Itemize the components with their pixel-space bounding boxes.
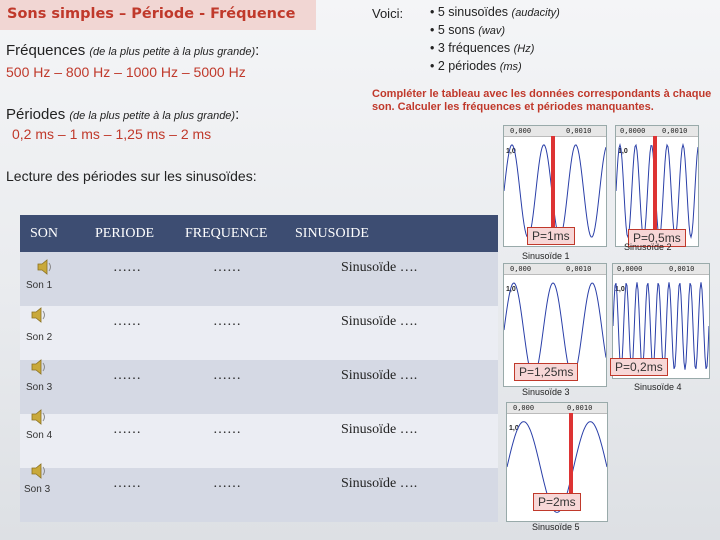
speaker-icon[interactable] xyxy=(36,258,54,276)
son-label: Son 3 xyxy=(24,484,51,495)
periods-colon: : xyxy=(235,106,240,123)
header-frequence: FREQUENCE xyxy=(175,215,285,252)
periods-note: (de la plus petite à la plus grande) xyxy=(69,110,236,122)
cell-periode[interactable]: …… xyxy=(113,476,141,492)
period-label-4: P=0,2ms xyxy=(610,358,668,376)
speaker-icon[interactable] xyxy=(30,462,48,480)
lecture-heading: Lecture des périodes sur les sinusoïdes: xyxy=(6,168,257,184)
speaker-icon[interactable] xyxy=(30,408,48,426)
son-label: Son 4 xyxy=(26,430,53,441)
son-label: Son 2 xyxy=(26,332,53,343)
frequencies-label: Fréquences xyxy=(6,42,86,59)
period-label-5: P=2ms xyxy=(533,493,581,511)
caption-5: Sinusoïde 5 xyxy=(532,522,580,532)
waveform-2: 0,0000 0,0010 1,0 xyxy=(615,125,699,247)
cell-periode[interactable]: …… xyxy=(113,422,141,438)
voici-item: • 5 sons (wav) xyxy=(430,22,560,40)
frequencies-values: 500 Hz – 800 Hz – 1000 Hz – 5000 Hz xyxy=(6,64,246,80)
frequencies-colon: : xyxy=(255,42,260,59)
page-title: Sons simples – Période - Fréquence xyxy=(7,6,296,22)
periods-values: 0,2 ms – 1 ms – 1,25 ms – 2 ms xyxy=(12,126,212,142)
waveform-3: 0,000 0,0010 1,0 xyxy=(503,263,607,387)
cell-sinusoide[interactable]: Sinusoïde …. xyxy=(341,368,418,384)
waveform-5: 0,000 0,0010 1,0 xyxy=(506,402,608,522)
table-row xyxy=(20,468,498,522)
voici-label: Voici: xyxy=(372,6,404,21)
speaker-icon[interactable] xyxy=(30,358,48,376)
cell-frequence[interactable]: …… xyxy=(213,314,241,330)
caption-3: Sinusoïde 3 xyxy=(522,387,570,397)
frequencies-line xyxy=(6,42,259,59)
cell-periode[interactable]: …… xyxy=(113,314,141,330)
caption-1: Sinusoïde 1 xyxy=(522,251,570,261)
son-label: Son 1 xyxy=(26,280,53,291)
answer-table xyxy=(20,215,498,522)
cell-sinusoide[interactable]: Sinusoïde …. xyxy=(341,260,418,276)
period-label-3: P=1,25ms xyxy=(514,363,578,381)
voici-item: • 5 sinusoïdes (audacity) xyxy=(430,4,560,22)
table-row xyxy=(20,306,498,360)
voici-list xyxy=(430,4,560,76)
instruction-text: Compléter le tableau avec les données correspondants à chaque son. Calculer les fréquences et périodes manquantes. xyxy=(372,88,712,113)
periods-label: Périodes xyxy=(6,106,66,123)
frequencies-note: (de la plus petite à la plus grande) xyxy=(89,46,256,58)
table-row xyxy=(20,414,498,468)
cell-frequence[interactable]: …… xyxy=(213,476,241,492)
cell-frequence[interactable]: …… xyxy=(213,422,241,438)
period-marker xyxy=(569,413,573,503)
caption-4: Sinusoïde 4 xyxy=(634,382,682,392)
table-row xyxy=(20,252,498,306)
period-marker xyxy=(653,136,657,231)
header-son: SON xyxy=(20,215,85,252)
cell-frequence[interactable]: …… xyxy=(213,368,241,384)
cell-sinusoide[interactable]: Sinusoïde …. xyxy=(341,314,418,330)
son-label: Son 3 xyxy=(26,382,53,393)
header-periode: PERIODE xyxy=(85,215,175,252)
cell-frequence[interactable]: …… xyxy=(213,260,241,276)
cell-periode[interactable]: …… xyxy=(113,260,141,276)
period-label-2: P=0,5ms xyxy=(628,229,686,247)
waveform-1: 0,000 0,0010 1,0 xyxy=(503,125,607,247)
voici-item: • 3 fréquences (Hz) xyxy=(430,40,560,58)
header-sinusoide: SINUSOIDE xyxy=(285,215,498,252)
table-header-row xyxy=(20,215,498,252)
periods-line xyxy=(6,106,239,123)
cell-sinusoide[interactable]: Sinusoïde …. xyxy=(341,422,418,438)
cell-periode[interactable]: …… xyxy=(113,368,141,384)
table-row xyxy=(20,360,498,414)
speaker-icon[interactable] xyxy=(30,306,48,324)
caption-2: Sinusoïde 2 xyxy=(624,242,672,252)
period-marker xyxy=(551,136,555,231)
cell-sinusoide[interactable]: Sinusoïde …. xyxy=(341,476,418,492)
waveform-4: 0,0000 0,0010 1,0 xyxy=(612,263,710,379)
voici-item: • 2 périodes (ms) xyxy=(430,58,560,76)
period-label-1: P=1ms xyxy=(527,227,575,245)
